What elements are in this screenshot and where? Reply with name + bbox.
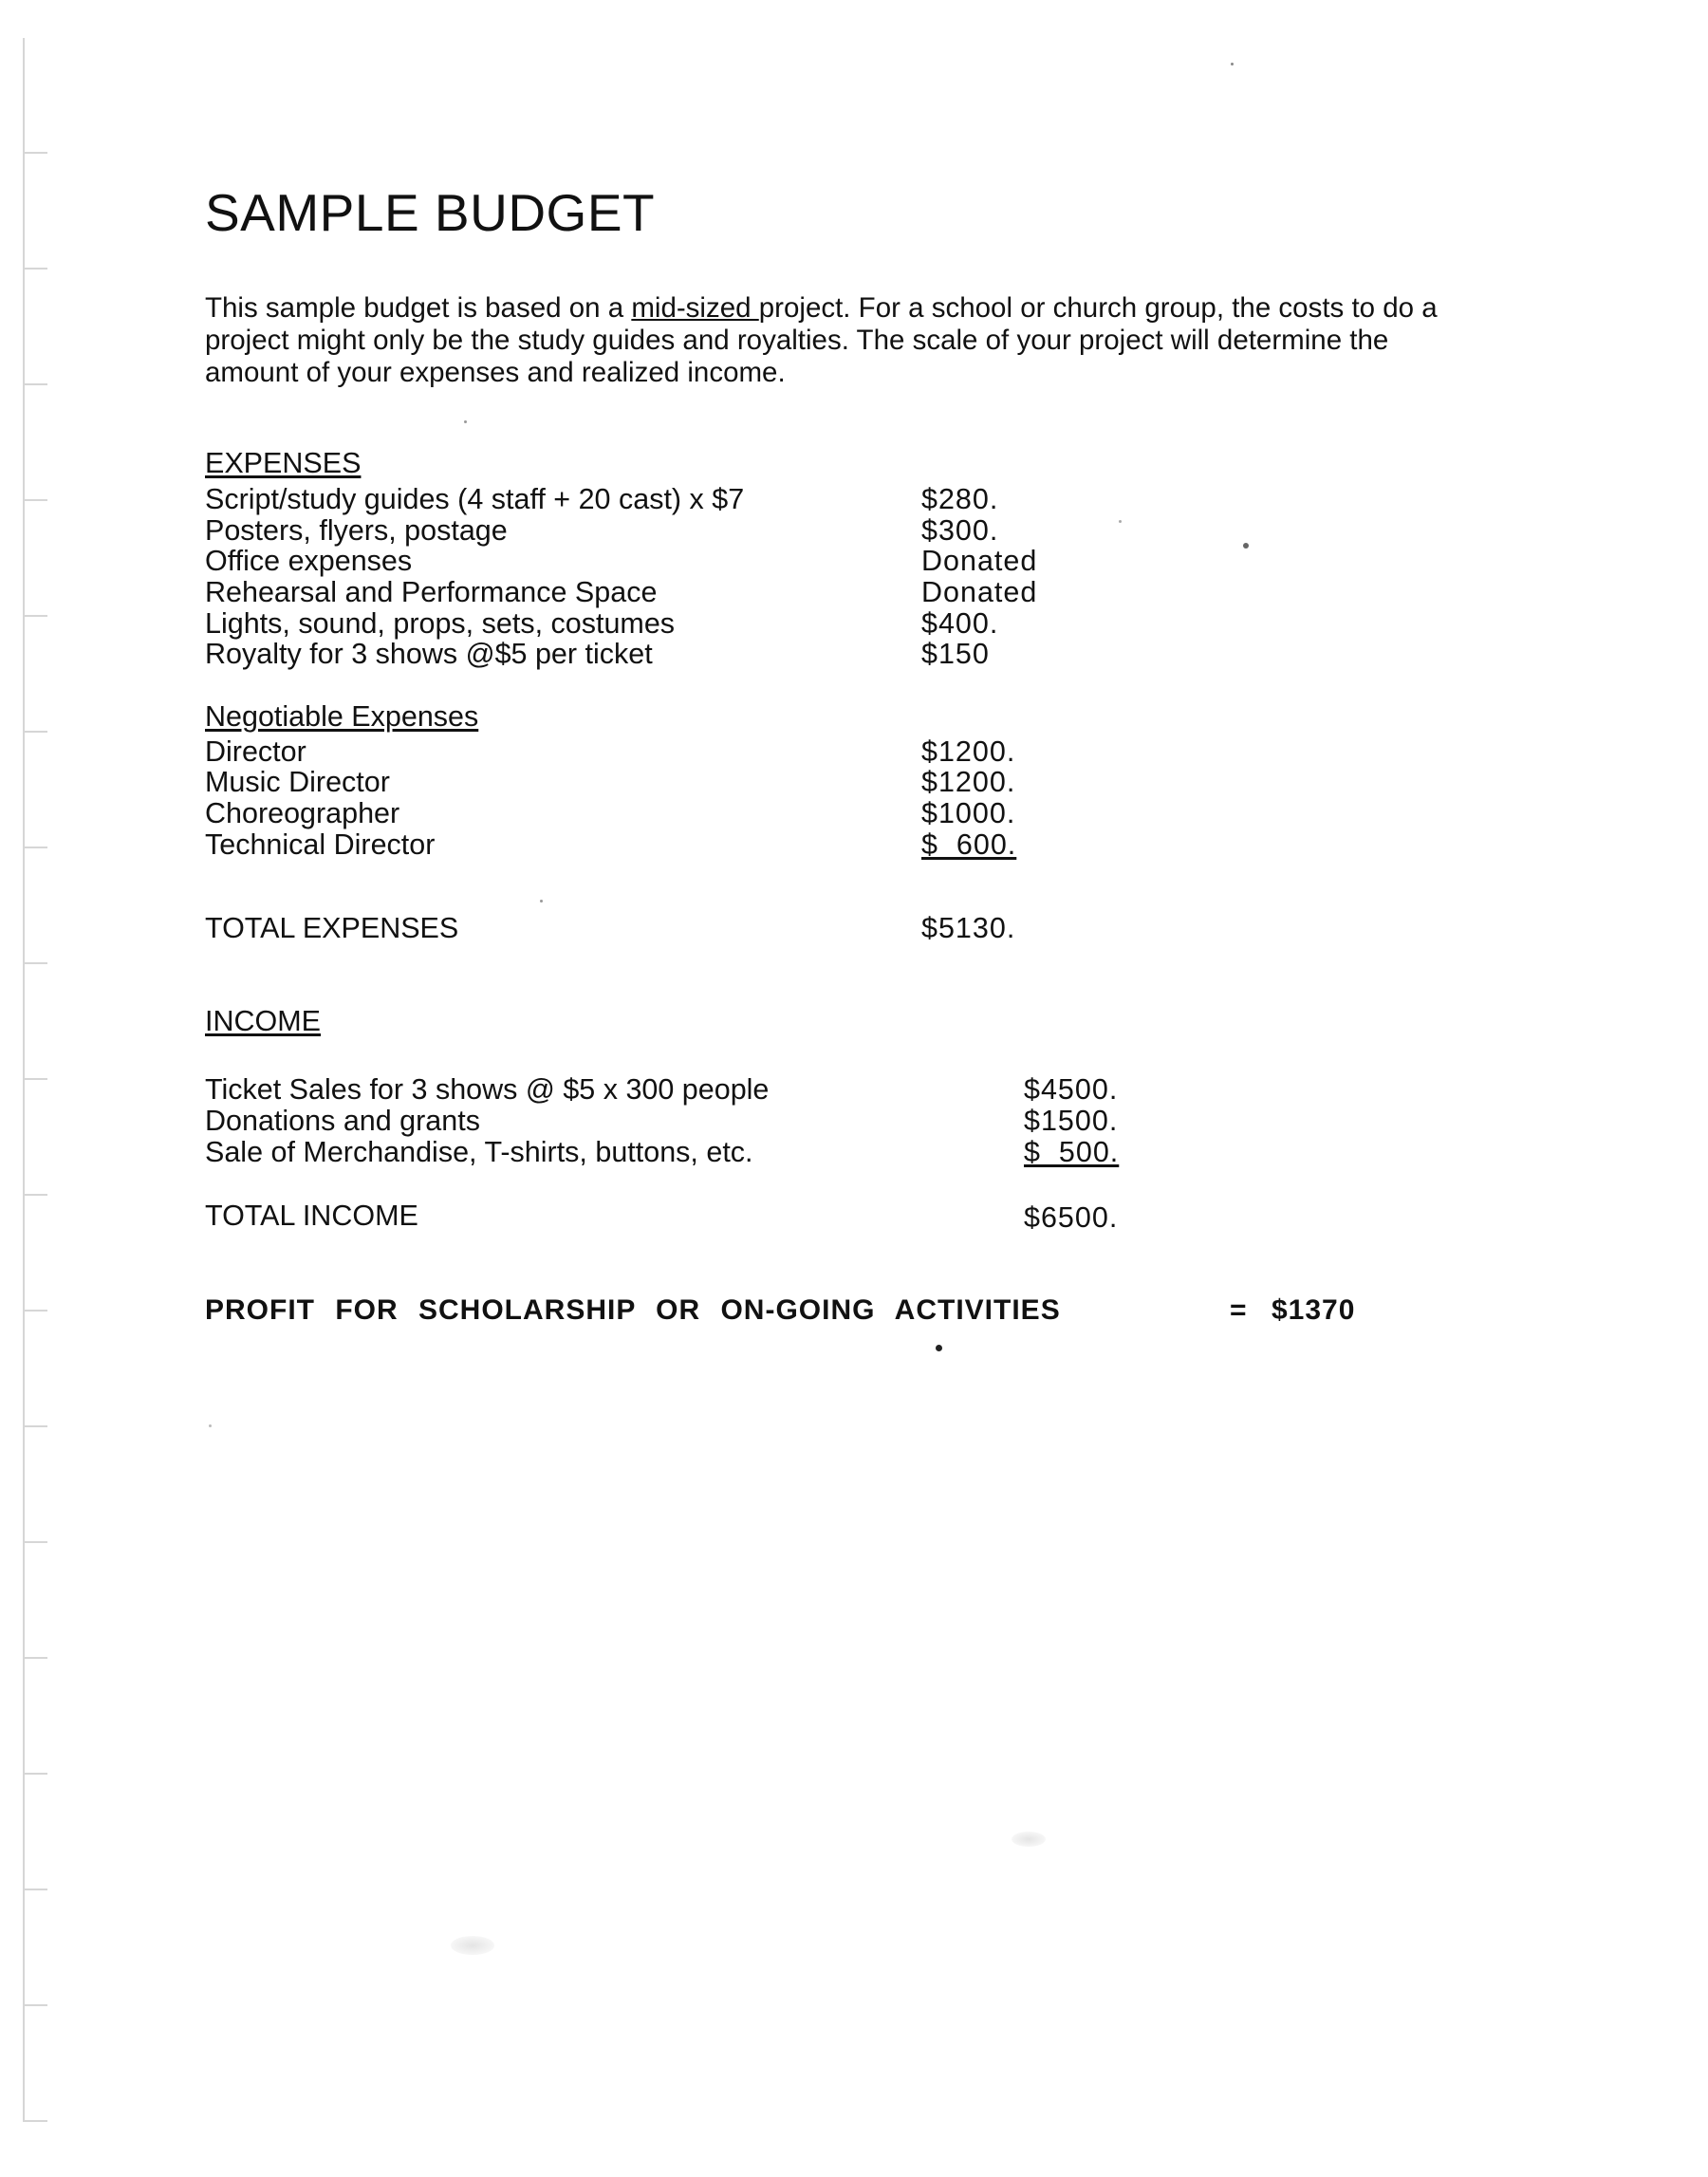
negotiable-label: Director [205,735,306,768]
negotiable-expenses-heading: Negotiable Expenses [205,700,479,733]
edge-mark [23,385,47,501]
expense-amount: Donated [921,576,1038,608]
income-amount: $1500. [1024,1105,1119,1137]
total-expenses-label: TOTAL EXPENSES [205,912,459,944]
scan-smudge [451,1936,494,1955]
negotiable-label: Technical Director [205,828,436,861]
negotiable-amount: $1200. [921,766,1016,798]
edge-mark [23,1196,47,1312]
page-title: SAMPLE BUDGET [205,183,656,242]
scan-speck [1119,520,1122,523]
edge-mark [23,1775,47,1890]
total-expenses-amount: $5130. [921,912,1016,944]
income-label: Ticket Sales for 3 shows @ $5 x 300 people [205,1073,770,1106]
expense-amount: Donated [921,545,1038,577]
edge-mark [23,848,47,964]
income-amount: $ 500. [1024,1136,1120,1168]
edge-mark [23,501,47,617]
edge-mark [23,1312,47,1427]
income-label: Sale of Merchandise, T-shirts, buttons, etc. [205,1136,753,1168]
expense-label: Lights, sound, props, sets, costumes [205,607,676,640]
negotiable-amount: $1200. [921,735,1016,768]
total-income-amount: $6500. [1024,1201,1119,1234]
intro-paragraph [205,292,1476,389]
expense-label: Script/study guides (4 staff + 20 cast) x $7 [205,483,745,515]
edge-mark [23,2006,47,2122]
expense-amount: $280. [921,483,999,515]
edge-mark [23,1659,47,1775]
edge-mark [23,1080,47,1196]
scan-speck [1243,543,1249,549]
scan-speck [540,900,543,902]
expense-label: Office expenses [205,545,413,577]
edge-mark [23,154,47,270]
negotiable-label: Choreographer [205,797,400,829]
expense-label: Posters, flyers, postage [205,514,508,547]
negotiable-amount: $ 600. [921,828,1017,861]
expense-amount: $300. [921,514,999,547]
expense-amount: $400. [921,607,999,640]
profit-label: PROFIT FOR SCHOLARSHIP OR ON-GOING ACTIVITIES [205,1294,1061,1326]
edge-mark [23,733,47,848]
edge-mark [23,270,47,385]
intro-text-after: project. For a school or church group, the costs to do a project might only be the study guides and royalties. The scale of your project will determine the amount of your expenses and realized income. [205,292,1438,388]
expense-label: Rehearsal and Performance Space [205,576,658,608]
edge-mark [23,964,47,1080]
expense-label: Royalty for 3 shows @$5 per ticket [205,638,653,670]
profit-equals-sign: = [1230,1294,1247,1326]
intro-text-before: This sample budget is based on a [205,292,632,324]
edge-mark [23,617,47,733]
scan-speck [209,1424,212,1427]
expenses-heading: EXPENSES [205,447,362,479]
negotiable-label: Music Director [205,766,390,798]
profit-amount: $1370 [1272,1294,1356,1326]
total-income-label: TOTAL INCOME [205,1200,418,1232]
scan-speck [1231,63,1234,65]
income-amount: $4500. [1024,1073,1119,1106]
expense-amount: $150 [921,638,990,670]
scan-speck [464,420,467,423]
scan-speck [936,1345,942,1351]
negotiable-amount: $1000. [921,797,1016,829]
edge-mark [23,1427,47,1543]
edge-mark [23,1890,47,2006]
scan-smudge [1012,1832,1046,1847]
binding-edge-marks [23,38,51,2164]
income-label: Donations and grants [205,1105,480,1137]
edge-mark [23,38,47,154]
income-heading: INCOME [205,1005,321,1037]
edge-mark [23,1543,47,1659]
intro-underlined-text: mid-sized [631,292,759,324]
